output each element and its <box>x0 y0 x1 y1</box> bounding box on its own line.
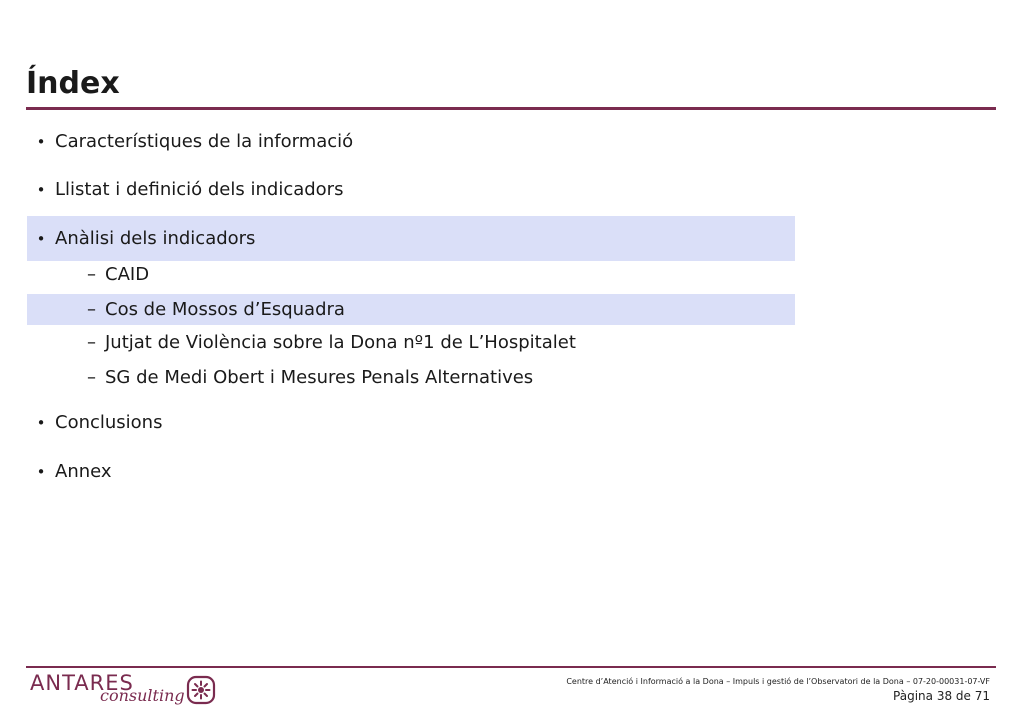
index-subitem-label: SG de Medi Obert i Mesures Penals Alternatives <box>105 367 534 388</box>
index-subitem-caid[interactable] <box>27 263 795 287</box>
index-item-label: Llistat i definició dels indicadors <box>55 179 344 200</box>
index-item-llistat[interactable] <box>27 178 797 202</box>
index-subitem-label: Cos de Mossos d’Esquadra <box>105 299 345 320</box>
index-item-label: Anàlisi dels indicadors <box>55 228 256 249</box>
index-item-caracteristiques[interactable] <box>27 130 797 154</box>
index-item-label: Annex <box>55 461 112 482</box>
bullet-icon: • <box>36 463 46 481</box>
index-item-analisi[interactable] <box>27 216 795 261</box>
logo-icon <box>186 675 216 705</box>
index-item-conclusions[interactable] <box>27 411 797 435</box>
bullet-icon: • <box>36 414 46 432</box>
dash-icon: – <box>87 299 96 320</box>
index-subitem-jutjat[interactable] <box>27 331 795 355</box>
page-title: Índex <box>26 66 120 101</box>
index-item-label: Conclusions <box>55 412 163 433</box>
index-subitem-label: Jutjat de Violència sobre la Dona nº1 de L’Hospitalet <box>105 332 576 353</box>
footer-divider <box>26 666 996 668</box>
dash-icon: – <box>87 264 96 285</box>
index-item-annex[interactable] <box>27 460 797 484</box>
title-divider <box>26 107 996 110</box>
index-item-label: Característiques de la informació <box>55 131 354 152</box>
dash-icon: – <box>87 367 96 388</box>
index-subitem-sg-medi-obert[interactable] <box>27 366 795 390</box>
bullet-icon: • <box>36 133 46 151</box>
index-subitem-mossos[interactable] <box>27 294 795 325</box>
page-number: Pàgina 38 de 71 <box>893 689 990 703</box>
bullet-icon: • <box>36 230 46 248</box>
bullet-icon: • <box>36 181 46 199</box>
index-subitem-label: CAID <box>105 264 150 285</box>
footer-document-info: Centre d’Atenció i Informació a la Dona – Impuls i gestió de l’Observatori de la Dona – 07-20-00031-07-VF <box>566 677 990 686</box>
dash-icon: – <box>87 332 96 353</box>
logo-subtitle: consulting <box>100 686 185 705</box>
logo-name: ANTARES <box>30 671 134 695</box>
